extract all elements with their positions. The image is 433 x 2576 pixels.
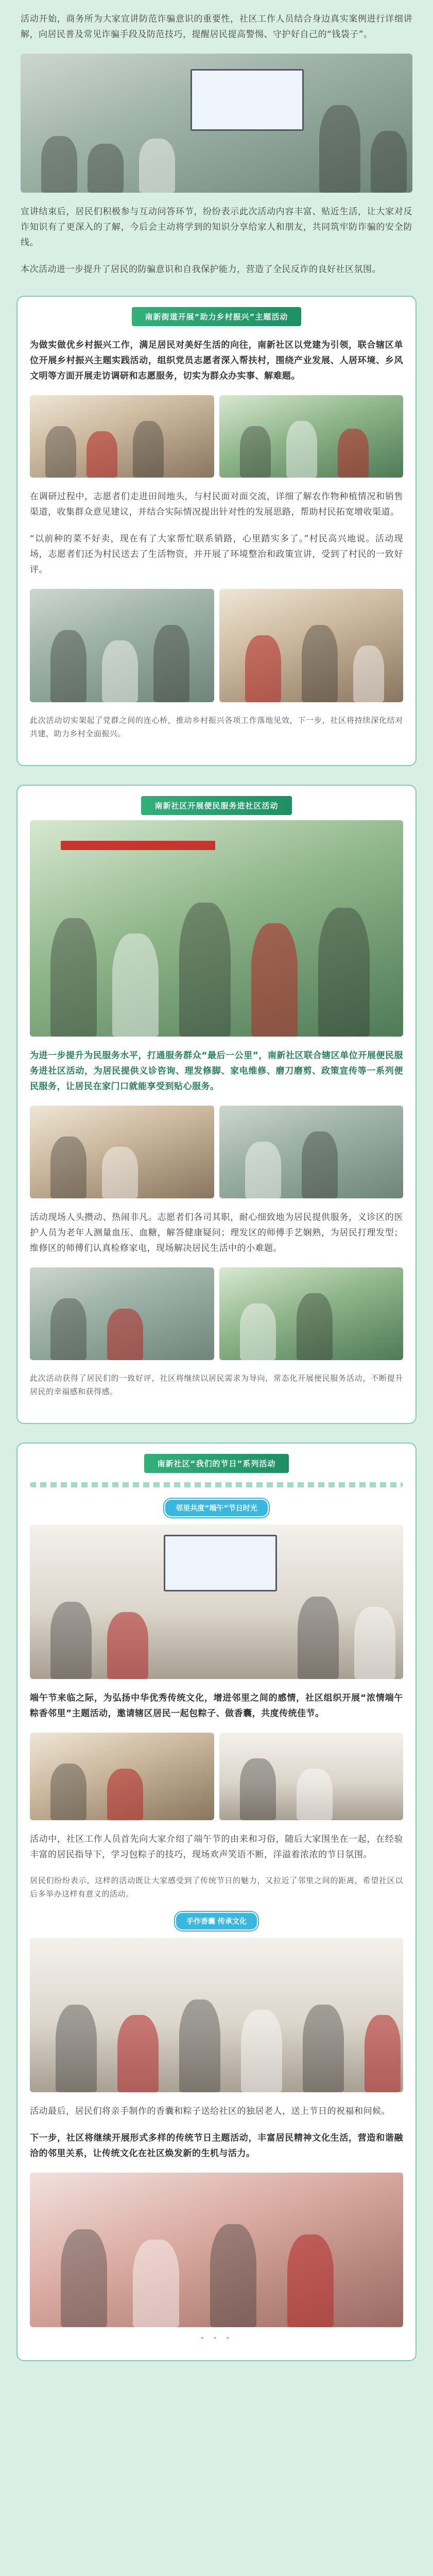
supplies-photo bbox=[30, 589, 214, 702]
table-activity-photo bbox=[219, 1733, 404, 1820]
section-title-rural: 南新街道开展“助力乡村振兴”主题活动 bbox=[132, 307, 302, 326]
section3-paragraph-3: 居民们纷纷表示，这样的活动既让大家感受到了传统节日的魅力，又拉近了邻里之间的距离，希望社区以后多举办这样有意义的活动。 bbox=[30, 1876, 403, 1899]
photo-row-rural-2 bbox=[30, 589, 403, 702]
section3-paragraph-5: 下一步，社区将继续开展形式多样的传统节日主题活动，丰富居民精神文化生活，营造和谐融洽的邻里关系，让传统文化在社区焕发新的生机与活力。 bbox=[30, 2133, 403, 2159]
article-page bbox=[0, 11, 433, 2382]
closing-photo bbox=[30, 2173, 403, 2327]
section-title-festival: 南新社区“我们的节日”系列活动 bbox=[144, 1454, 289, 1473]
cleanup-photo bbox=[219, 589, 404, 702]
section-convenience-service bbox=[16, 785, 417, 1424]
section1-paragraph-2: 在调研过程中，志愿者们走进田间地头，与村民面对面交流，详细了解农作物种植情况和销售渠道，收集群众意见建议，并结合实际情况提出针对性的发展思路，帮助村民拓宽增收渠道。 bbox=[30, 492, 403, 517]
section-rural-revitalization bbox=[16, 296, 417, 766]
sachet-group-photo bbox=[30, 1938, 403, 2092]
section3-paragraph-2: 活动中，社区工作人员首先向大家介绍了端午节的由来和习俗，随后大家围坐在一起，在经验丰富的居民指导下，学习包粽子的技巧，现场欢声笑语不断，洋溢着浓浓的节日氛围。 bbox=[30, 1834, 403, 1860]
decorative-stripe bbox=[30, 1482, 403, 1487]
section1-paragraph-1: 为做实做优乡村振兴工作，满足居民对美好生活的向往，南新社区以党建为引领，联合辖区单位开展乡村振兴主题实践活动，组织党员志愿者深入帮扶村，围绕产业发展、人居环境、乡风文明等方面开展走访调研和志愿服务，切实为群众办实事、解难题。 bbox=[30, 340, 403, 381]
photo-row-festival-1 bbox=[30, 1733, 403, 1820]
section-title-service: 南新社区开展便民服务进社区活动 bbox=[141, 796, 291, 815]
intro-paragraph-3: 本次活动进一步提升了居民的防骗意识和自我保护能力，营造了全民反诈的良好社区氛围。 bbox=[21, 264, 381, 275]
haircut-photo bbox=[30, 1106, 214, 1198]
section-festival bbox=[16, 1443, 417, 2361]
subtitle-sachet: 手作香囊 传承文化 bbox=[175, 1912, 258, 1930]
health-check-photo bbox=[219, 1106, 404, 1198]
zongzi-group-photo bbox=[30, 1524, 403, 1679]
intro-paragraph-1: 活动开始，商务所为大家宣讲防范诈骗意识的重要性，社区工作人员结合身边真实案例进行详细讲解，向居民普及常见诈骗手段及防范技巧，提醒居民提高警惕、守护好自己的“钱袋子”。 bbox=[21, 14, 412, 40]
village-talk-photo bbox=[219, 395, 404, 478]
section1-paragraph-4: 此次活动切实架起了党群之间的连心桥，推动乡村振兴各项工作落地见效，下一步，社区将持续深化结对共建，助力乡村全面振兴。 bbox=[30, 716, 403, 738]
repair-photo bbox=[30, 1267, 214, 1360]
section2-paragraph-2: 活动现场人头攒动、热闹非凡。志愿者们各司其职，耐心细致地为居民提供服务，义诊区的医护人员为老年人测量血压、血糖，解答健康疑问；理发区的师傅手艺娴熟，为居民打理发型；维修区的师傅们认真检修家电，现场解决居民生活中的小难题。 bbox=[30, 1212, 403, 1253]
subtitle-dragon-boat: 邻里共度“端午”节日时光 bbox=[164, 1499, 268, 1517]
section1-paragraph-3: “以前种的菜不好卖，现在有了大家帮忙联系销路，心里踏实多了。”村民高兴地说。活动现场，志愿者们还为村民送去了生活物资，并开展了环境整治和政策宣讲，受到了村民的一致好评。 bbox=[30, 534, 403, 575]
field-visit-photo bbox=[30, 395, 214, 478]
wrapping-zongzi-photo bbox=[30, 1733, 214, 1820]
section3-paragraph-4: 活动最后，居民们将亲手制作的香囊和粽子送给社区的独居老人，送上节日的祝福和问候。 bbox=[30, 2106, 390, 2116]
intro-paragraph-2: 宣讲结束后，居民们积极参与互动问答环节，纷纷表示此次活动内容丰富、贴近生活，让大家对反诈知识有了更深入的了解，今后会主动将学到的知识分享给家人和朋友，共同筑牢防诈骗的安全防线。 bbox=[21, 207, 412, 248]
photo-row-service-2 bbox=[30, 1267, 403, 1360]
end-divider: • • • bbox=[200, 2334, 233, 2343]
consult-photo bbox=[219, 1267, 404, 1360]
section3-paragraph-1: 端午节来临之际，为弘扬中华优秀传统文化，增进邻里之间的感情，社区组织开展“浓情端午 粽香邻里”主题活动，邀请辖区居民一起包粽子、做香囊，共度传统佳节。 bbox=[30, 1693, 403, 1719]
section2-paragraph-3: 此次活动获得了居民们的一致好评，社区将继续以居民需求为导向，常态化开展便民服务活动，不断提升居民的幸福感和获得感。 bbox=[30, 1374, 403, 1396]
section2-paragraph-1: 为进一步提升为民服务水平，打通服务群众“最后一公里”，南新社区联合辖区单位开展便民服务进社区活动，为居民提供义诊咨询、理发修脚、家电维修、磨刀磨剪、政策宣传等一系列便民服务，让居民在家门口就能享受到贴心服务。 bbox=[30, 1050, 403, 1092]
service-crowd-photo bbox=[30, 820, 403, 1037]
photo-row-service-1 bbox=[30, 1106, 403, 1198]
photo-row-rural-1 bbox=[30, 395, 403, 478]
lecture-photo bbox=[21, 54, 412, 193]
